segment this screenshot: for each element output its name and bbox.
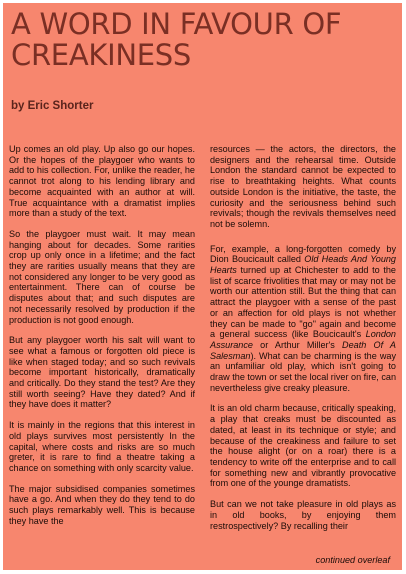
article-byline: by Eric Shorter: [11, 100, 94, 112]
body-paragraph: [210, 244, 396, 394]
body-paragraph: Up comes an old play. Up also go our hopes. Or the hopes of the playgoer who wants to add to his collection. For, unlike the reader, he cannot trot along to his lending library and become acquainted with an author at will. True acquaintance with a dramatist implies more than a study of the text.: [9, 144, 195, 219]
text-run: turned up at Chichester to add to the list of scarce frivolities that may or may not be worth our attention still. But the thing that can attract the playgoer with a sense of the past or an affection for old plays is not whether they can be made to "go" again and become a general success (like Boucicault's: [210, 265, 396, 340]
play-title: Old Heads And Young Hearts: [210, 254, 396, 276]
body-paragraph: But can we not take pleasure in old plays as in old books, by enjoying them restrospectively? By recalling their: [210, 499, 396, 531]
body-paragraph: It is an old charm because, critically speaking, a play that creaks must be discounted as dated, at least in its technique or style; and because of the creakiness and failure to set the house alight (or on a roar) there is a tendency to write off the enterprise and to call for something new and vibrantly provocative from one of the younge dramatists.: [210, 403, 396, 489]
right-column: [210, 144, 396, 541]
continued-note: continued overleaf: [315, 555, 390, 565]
magazine-page: [3, 3, 402, 570]
play-title: Death Of A Salesman: [210, 339, 396, 361]
body-paragraph: resources — the actors, the directors, the designers and the rehearsal time. Outside London the standard cannot be expected to rise to breathtaking heights. What counts outside London is the initiative, the taste, the curiosity and the seriousness behind such revivals; though the revivals themselves need not be solemn.: [210, 144, 396, 229]
text-run: For, example, a long-forgotten comedy by Dion Boucicault called: [210, 243, 396, 265]
body-paragraph: The major subsidised companies sometimes have a go. And when they do they tend to do such plays remarkably well. This is because they have the: [9, 483, 195, 526]
body-paragraph: It is mainly in the regions that this interest in old plays survives most persistently In the capital, where costs and risks are so much greter, it is rare to find a theatre taking a chance on something with only scarcity value.: [9, 420, 195, 473]
body-paragraph: So the playgoer must wait. It may mean hanging about for decades. Some rarities crop up only once in a lifetime; and the fact they are rarities usually means that they are not considered any longer to be very good as entertainment. There can of course be disputes about that; and such disputes are not necessarily resolved by production if the production is not good enough.: [9, 228, 195, 325]
article-headline: A WORD IN FAVOUR OF CREAKINESS: [11, 7, 342, 72]
body-paragraph: But any playgoer worth his salt will want to see what a famous or forgotten old piece is like when staged today; and so such revivals become important historically, dramatically and critically. Do they stand the test? Are they still worth seeing? Have they dated? And if they have does it matter?: [9, 335, 195, 410]
text-run: ). What can be charming is the way an unfamiliar old play, which isn't going to draw the town or set the local river on fire, can nevertheless give creaky pleasure.: [210, 350, 397, 393]
text-run: or Arthur Miller's: [252, 339, 343, 350]
play-title: London Assurance: [210, 329, 396, 350]
left-column: [9, 144, 195, 537]
